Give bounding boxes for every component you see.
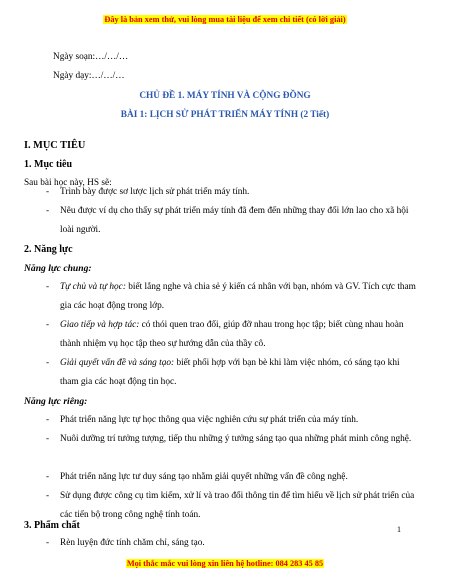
specific-competency-item: Sử dụng được công cụ tìm kiếm, xử lí và trao đổi thông tin để tìm hiểu về lịch sử phát triển của các tiến bộ trong công nghệ tính toán.: [60, 491, 415, 520]
bullet-dash: -: [46, 282, 50, 292]
goal-item: Trình bày được sơ lược lịch sử phát triển máy tính.: [60, 187, 250, 197]
general-competency-item: [60, 354, 416, 392]
teach-date: Ngày dạy:…/…/…: [53, 71, 125, 81]
competency-text: có thói quen trao đổi, giúp đỡ nhau trong học tập; biết cùng nhau hoàn thành nhiệm vụ học tập theo sự hướng dẫn của thầy cô.: [60, 320, 404, 349]
qualities-heading: 3. Phẩm chất: [24, 520, 80, 531]
bullet-dash: -: [46, 206, 50, 216]
hotline-banner: [0, 558, 450, 570]
goals-heading: 1. Mục tiêu: [24, 159, 73, 170]
specific-competency-item: Nuôi dưỡng trí tưởng tượng, tiếp thu những ý tưởng sáng tạo qua những phát minh công nghệ.: [60, 434, 412, 444]
quality-item: Rèn luyện đức tính chăm chỉ, sáng tạo.: [60, 538, 205, 548]
preview-notice-banner: [0, 14, 450, 26]
lesson-title: BÀI 1: LỊCH SỬ PHÁT TRIỂN MÁY TÍNH (2 Tiết): [120, 110, 330, 120]
specific-competencies-heading: Năng lực riêng:: [24, 396, 88, 407]
competencies-heading: 2. Năng lực: [24, 244, 73, 255]
page-number: 1: [397, 525, 401, 534]
prep-date: Ngày soạn:…/…/…: [53, 52, 129, 62]
bullet-dash: -: [46, 434, 50, 444]
hotline-text: Mọi thắc mắc vui lòng xin liên hệ hotline: 084 283 45 85: [126, 559, 324, 568]
bullet-dash: -: [46, 187, 50, 197]
goal-item: Nêu được ví dụ cho thấy sự phát triển máy tính đã đem đến những thay đổi lớn lao cho xã hội loài người.: [60, 206, 409, 235]
competency-lead: Tự chủ và tự học:: [60, 282, 126, 292]
bullet-dash: -: [46, 358, 50, 368]
topic-title: CHỦ ĐỀ 1. MÁY TÍNH VÀ CỘNG ĐỒNG: [139, 91, 311, 101]
specific-competency-item: Phát triển năng lực tư duy sáng tạo nhằm giải quyết những vấn đề công nghệ.: [60, 472, 348, 482]
bullet-dash: -: [46, 491, 50, 501]
bullet-dash: -: [46, 472, 50, 482]
specific-competency-item: Phát triển năng lực tự học thông qua việc nghiên cứu sự phát triển của máy tính.: [60, 415, 359, 425]
general-competencies-heading: Năng lực chung:: [24, 263, 92, 274]
competency-lead: Giải quyết vấn đề và sáng tạo:: [60, 358, 175, 368]
bullet-dash: -: [46, 415, 50, 425]
competency-lead: Giao tiếp và hợp tác:: [60, 320, 140, 330]
goals-intro: Sau bài học này, HS sẽ:: [24, 178, 112, 188]
bullet-dash: -: [46, 320, 50, 330]
general-competency-item: [60, 278, 416, 316]
competency-text: biết lắng nghe và chia sẻ ý kiến cá nhân với bạn, nhóm và GV. Tích cực tham gia các hoạt động trong lớp.: [60, 282, 416, 311]
preview-notice-text: Đây là bản xem thử, vui lòng mua tài liệu để xem chi tiết (có lời giải): [104, 15, 346, 24]
bullet-dash: -: [46, 538, 50, 548]
competency-text: biết phối hợp với bạn bè khi làm việc nhóm, có sáng tạo khi tham gia các hoạt động tin học.: [60, 358, 400, 387]
section-objectives-heading: I. MỤC TIÊU: [24, 140, 86, 151]
general-competency-item: [60, 316, 416, 354]
